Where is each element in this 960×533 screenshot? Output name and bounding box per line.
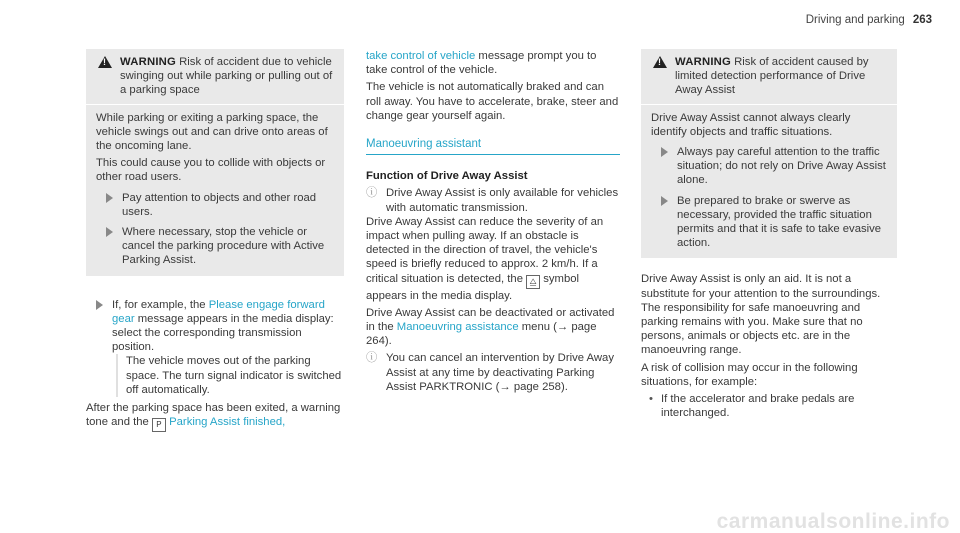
warning-heading: Risk of accident due to vehicle swinging out while parking or pulling out of a parking space (120, 56, 333, 97)
column-2 (366, 49, 620, 394)
bullet-item: • If the accelerator and brake pedals are interchanged. (641, 392, 897, 420)
arrow-right-icon (96, 300, 103, 310)
note: ⓘ You can cancel an intervention by Drive Away Assist at any time by deactivating Parking Assist PARKTRONIC (→ page 258). (366, 352, 614, 393)
warning-label: WARNING (675, 56, 731, 68)
page-header (806, 13, 932, 27)
arrow-right-icon (106, 227, 113, 237)
paragraph: After the parking space has been exited, a warning tone and the P Parking Assist finished, (86, 401, 344, 432)
warning-text: Drive Away Assist cannot always clearly identify objects and traffic situations. (651, 111, 851, 138)
paragraph: take control of vehicle message prompt you to take control of the vehicle. (366, 50, 597, 77)
warning-label: WARNING (120, 56, 176, 68)
warning-text: While parking or exiting a parking space, the vehicle swings out and can drive onto areas of the oncoming lane. (96, 111, 328, 153)
watermark: carmanualsonline.info (716, 509, 950, 533)
note: ⓘ Drive Away Assist is only available for vehicles with automatic transmission. (366, 187, 619, 214)
page-number: 263 (912, 14, 932, 26)
step-item: Where necessary, stop the vehicle or cancel the parking procedure with Active Parking Assist. (96, 225, 334, 268)
column-3 (641, 49, 897, 420)
result-text: The vehicle moves out of the parking space. The turn signal indicator is switched off automatically. (116, 354, 344, 397)
warning-text: This could cause you to collide with objects or other road users. (96, 157, 326, 184)
arrow-right-icon (106, 193, 113, 203)
step-item: Be prepared to brake or swerve as necessary, provided the traffic situation permits and that it is safe to take evasive action. (651, 194, 887, 251)
menu-link[interactable]: Manoeuvring assistance (396, 321, 519, 334)
warning-box-2 (641, 49, 897, 258)
warning-box-1 (86, 49, 344, 276)
column-1 (86, 49, 344, 435)
paragraph: Drive Away Assist is only an aid. It is not a substitute for your attention to the surroundings. The responsibility for safe manoeuvring and parking remains with you. Make sure that no persons, animals or objects etc. are in the manoeuvring range. (641, 273, 881, 357)
section-heading: Manoeuvring assistant (366, 137, 620, 155)
paragraph: The vehicle is not automatically braked and can roll away. You have to accelerate, brake, steer and change gear yourself again. (366, 81, 619, 122)
arrow-right-icon (661, 196, 668, 206)
step-item: Pay attention to objects and other road users. (96, 191, 334, 219)
info-icon: ⓘ (366, 352, 378, 365)
paragraph: Drive Away Assist can reduce the severity of an impact when pulling away. If an obstacle is detected in the direction of travel, the vehicle's speed is briefly reduced to approx. 2 km/h. If a critical situation is detected, the ⧋ symbol appears in the media display. (366, 215, 604, 302)
display-message: take control of vehicle (366, 50, 476, 62)
step-item: Always pay careful attention to the traffic situation; do not rely on Drive Away Assist alone. (651, 145, 887, 188)
paragraph: Drive Away Assist can be deactivated or activated in the Manoeuvring assistance menu (→ page 264). (366, 306, 615, 348)
warning-triangle-icon (653, 56, 667, 68)
header-title: Driving and parking (805, 14, 905, 26)
info-icon: ⓘ (366, 187, 378, 200)
parking-assist-icon: P (152, 418, 166, 432)
warning-triangle-icon (98, 56, 112, 68)
display-message: Please engage forward gear (112, 298, 325, 325)
step-item: If, for example, the Please engage forward gear message appears in the media display: select the corresponding transmission position. The vehicle moves out of the parking space. The turn signal indicator is switched off automatically. (86, 298, 344, 397)
arrow-right-icon (661, 147, 668, 157)
paragraph: A risk of collision may occur in the following situations, for example: (641, 361, 858, 388)
display-message: Parking Assist finished, (169, 416, 286, 429)
subheading: Function of Drive Away Assist (366, 170, 528, 183)
warning-heading: Risk of accident caused by limited detection performance of Drive Away Assist (675, 56, 869, 97)
drive-away-symbol-icon: ⧋ (526, 275, 540, 289)
